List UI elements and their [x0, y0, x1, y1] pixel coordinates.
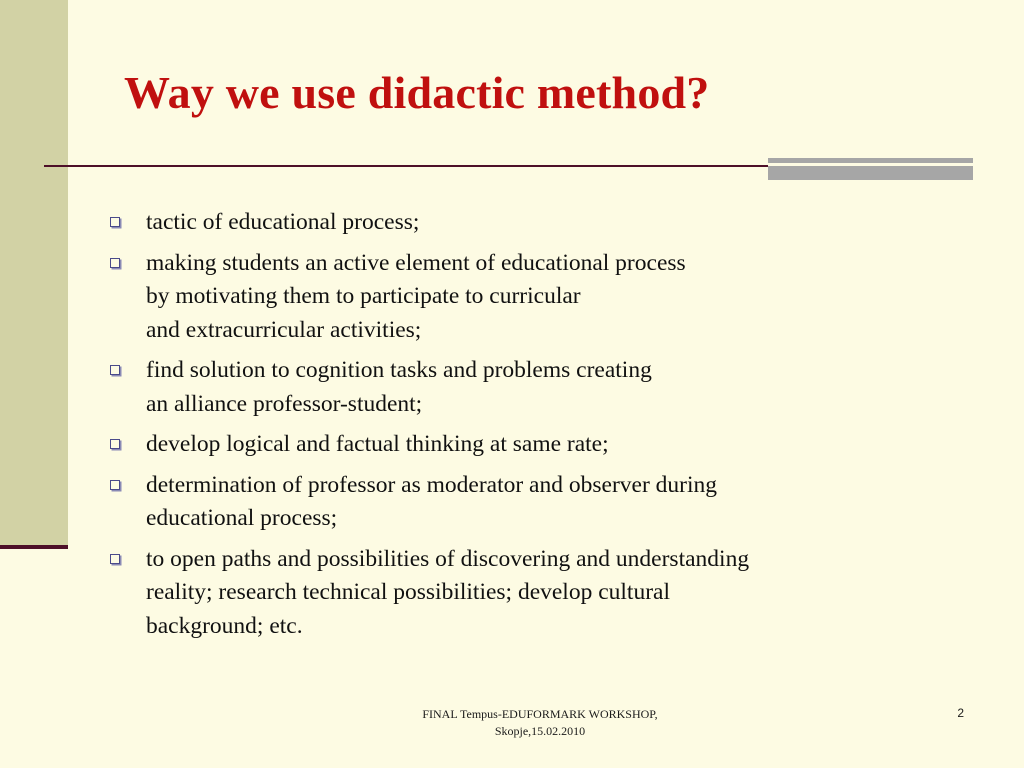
bullet-line: reality; research technical possibilities; develop cultural: [146, 579, 670, 605]
bullet-line: and extracurricular activities;: [146, 316, 422, 343]
hollow-square-bullet-icon: [110, 554, 120, 564]
bullet-list: [106, 206, 1006, 650]
bullet-line: by motivating them to participate to curricular: [146, 283, 581, 309]
bullet-line: tactic of educational process;: [146, 209, 420, 235]
bullet-item: [106, 428, 1006, 462]
slide-number: 2: [957, 706, 964, 720]
bullet-line: background; etc.: [146, 612, 303, 639]
bullet-line: to open paths and possibilities of discovering and understanding: [146, 545, 750, 572]
hollow-square-bullet-icon: [110, 217, 120, 227]
slide-title: Way we use didactic method?: [124, 67, 710, 118]
title-divider: [44, 165, 770, 167]
bullet-line: educational process;: [146, 505, 338, 531]
bullet-item: [106, 247, 1006, 348]
left-accent-bar: [0, 0, 68, 546]
hollow-square-bullet-icon: [110, 365, 120, 375]
footer-text: [340, 706, 740, 740]
bullet-line: develop logical and factual thinking at same rate;: [146, 431, 609, 457]
footer-line-1: FINAL Tempus-EDUFORMARK WORKSHOP,: [422, 707, 658, 721]
bullet-line: an alliance professor-student;: [146, 390, 423, 417]
bullet-item: [106, 543, 1006, 644]
hollow-square-bullet-icon: [110, 258, 120, 268]
bullet-line: determination of professor as moderator and observer during: [146, 471, 717, 498]
hollow-square-bullet-icon: [110, 439, 120, 449]
bullet-item: [106, 354, 1006, 421]
decorative-grey-block: [768, 158, 973, 180]
footer-line-2: Skopje,15.02.2010: [494, 724, 586, 738]
bullet-line: making students an active element of educational process: [146, 249, 686, 276]
bullet-item: [106, 469, 1006, 536]
hollow-square-bullet-icon: [110, 480, 120, 490]
left-accent-rule: [0, 545, 68, 549]
bullet-item: [106, 206, 1006, 240]
bullet-line: find solution to cognition tasks and problems creating: [146, 357, 652, 383]
